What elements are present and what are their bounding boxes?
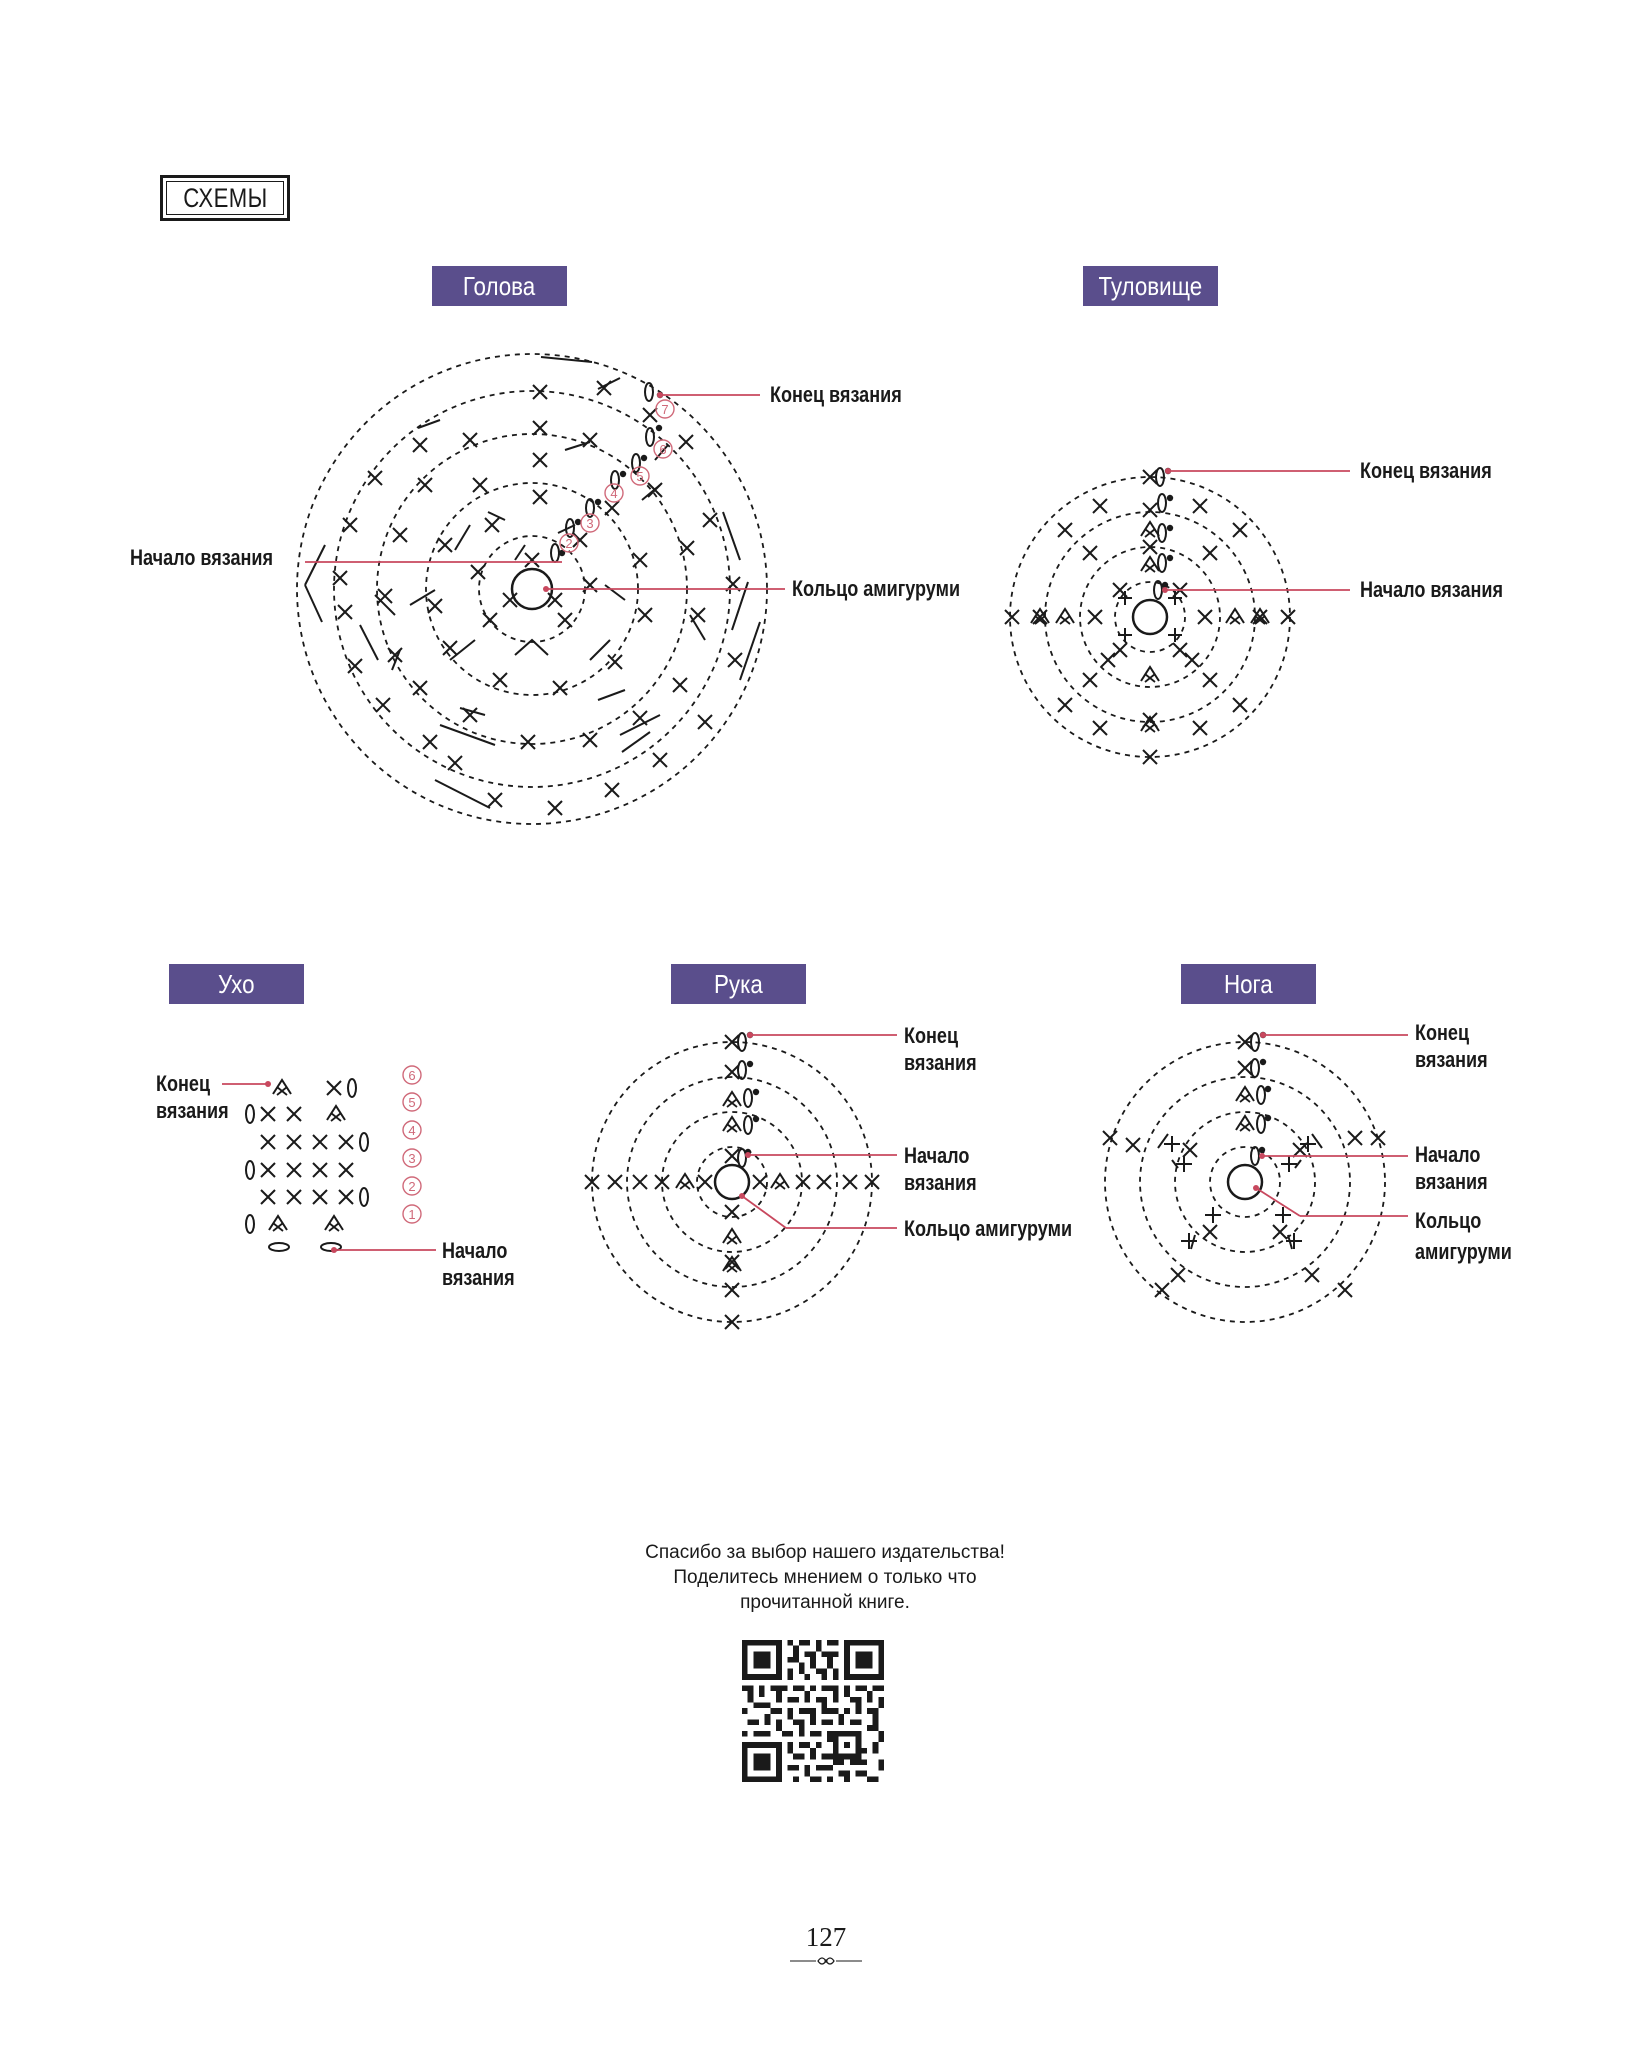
leg-ring-label-line1: Кольцо bbox=[1415, 1208, 1482, 1233]
svg-text:4: 4 bbox=[610, 486, 618, 501]
arm-ring-label: Кольцо амигуруми bbox=[904, 1216, 1073, 1241]
ear-start-label-line1: Начало bbox=[442, 1238, 508, 1263]
thank-you-note bbox=[500, 1540, 1150, 1615]
head-panel-title: Голова bbox=[432, 266, 567, 306]
leg-start-label-line1: Начало bbox=[1415, 1142, 1481, 1167]
body-diagram bbox=[1005, 468, 1350, 764]
svg-text:3: 3 bbox=[586, 516, 594, 531]
svg-text:6: 6 bbox=[659, 442, 667, 457]
svg-text:3: 3 bbox=[408, 1151, 416, 1166]
ear-panel-title: Ухо bbox=[169, 964, 304, 1004]
arm-panel-title: Рука bbox=[671, 964, 806, 1004]
svg-text:5: 5 bbox=[636, 469, 644, 484]
svg-text:6: 6 bbox=[408, 1068, 416, 1083]
arm-end-label-line2: вязания bbox=[904, 1050, 977, 1075]
head-start-label: Начало вязания bbox=[130, 545, 274, 570]
arm-end-label-line1: Конец bbox=[904, 1023, 959, 1048]
svg-text:5: 5 bbox=[408, 1095, 416, 1110]
section-title: СХЕМЫ bbox=[182, 182, 268, 213]
body-end-label: Конец вязания bbox=[1360, 458, 1492, 483]
body-ring-icon bbox=[1133, 600, 1167, 634]
head-diagram bbox=[297, 354, 785, 824]
leg-ring-icon bbox=[1228, 1165, 1262, 1199]
qr-code[interactable] bbox=[742, 1640, 884, 1782]
arm-diagram bbox=[585, 1032, 897, 1329]
thank-you-line-2: Поделитесь мнением о только что bbox=[673, 1567, 977, 1588]
page-ornament bbox=[790, 1955, 862, 1967]
svg-text:1: 1 bbox=[408, 1207, 416, 1222]
ear-end-label-line2: вязания bbox=[156, 1098, 229, 1123]
thank-you-line-1: Спасибо за выбор нашего издательства! bbox=[645, 1542, 1005, 1563]
leg-end-label-line1: Конец bbox=[1415, 1020, 1470, 1045]
ear-diagram bbox=[222, 1066, 436, 1253]
ear-start-label-line2: вязания bbox=[442, 1265, 515, 1290]
body-panel-title: Туловище bbox=[1083, 266, 1218, 306]
thank-you-line-3: прочитанной книге. bbox=[740, 1592, 910, 1613]
head-end-label: Конец вязания bbox=[770, 382, 902, 407]
svg-text:4: 4 bbox=[408, 1123, 416, 1138]
leg-end-label-line2: вязания bbox=[1415, 1047, 1488, 1072]
page-number: 127 bbox=[805, 1922, 847, 1952]
svg-text:7: 7 bbox=[661, 402, 669, 417]
svg-text:2: 2 bbox=[565, 536, 573, 551]
body-start-label: Начало вязания bbox=[1360, 577, 1504, 602]
arm-start-label-line1: Начало bbox=[904, 1143, 970, 1168]
svg-text:2: 2 bbox=[408, 1179, 416, 1194]
arm-start-label-line2: вязания bbox=[904, 1170, 977, 1195]
leg-diagram bbox=[1103, 1032, 1408, 1322]
head-ring-label: Кольцо амигуруми bbox=[792, 576, 961, 601]
ear-end-label-line1: Конец bbox=[156, 1071, 211, 1096]
leg-ring-label-line2: амигуруми bbox=[1415, 1239, 1512, 1264]
leg-panel-title: Нога bbox=[1181, 964, 1316, 1004]
leg-start-label-line2: вязания bbox=[1415, 1169, 1488, 1194]
